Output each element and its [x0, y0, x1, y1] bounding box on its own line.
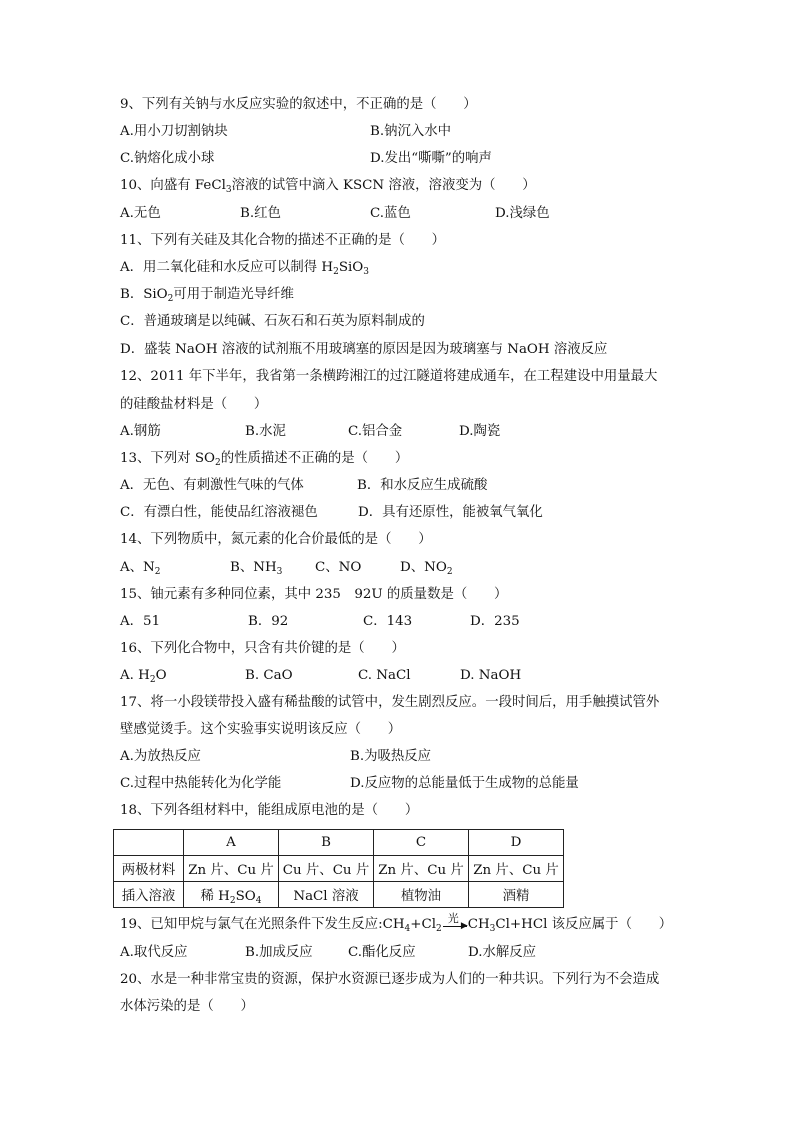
q19-stem: 19、已知甲烷与氯气在光照条件下发生反应$:CH_4+Cl_2$ 光 ▶ $CH_3Cl+HCl$ 该反应属于（ ） [120, 912, 673, 934]
q14-stem: 14、下列物质中，氮元素的化合价最低的是（ ） [120, 532, 432, 547]
q15-option-a: A．51 [120, 614, 161, 629]
table-header-cell: C [374, 830, 469, 856]
q13-stem: 13、下列对 $SO_2$的性质描述不正确的是（ ） [120, 451, 409, 468]
table-cell: Zn 片、Cu 片 [184, 856, 279, 882]
q9-option-a: A.用小刀切割钠块 [120, 124, 228, 139]
q14-option-d: D、$NO_2$ [400, 560, 453, 577]
table-header-cell [114, 830, 184, 856]
q19-option-c: C.酯化反应 [348, 945, 416, 960]
q14-option-b: B、$NH_3$ [230, 560, 283, 577]
table-row [114, 830, 564, 856]
q13-option-a: A．无色、有刺激性气味的气体 [120, 478, 304, 493]
q10-option-c: C.蓝色 [370, 206, 411, 221]
q16-option-d: D. NaOH [460, 668, 522, 683]
q16-option-c: C. NaCl [358, 668, 411, 683]
q10-option-d: D.浅绿色 [495, 206, 550, 221]
table-cell: 稀 $H_2SO_4$ [184, 882, 279, 908]
q20-stem-line1: 20、水是一种非常宝贵的资源，保护水资源已逐步成为人们的一种共识。下列行为不会造成 [120, 972, 660, 987]
q12-stem-line2: 的硅酸盐材料是（ ） [120, 397, 268, 412]
q16-stem: 16、下列化合物中，只含有共价键的是（ ） [120, 641, 405, 656]
q15-option-b: B．92 [248, 614, 289, 629]
q9-option-d: D.发出“嘶嘶”的响声 [370, 151, 492, 166]
q9-stem: 9、下列有关钠与水反应实验的叙述中，不正确的是（ ） [120, 97, 477, 112]
q13-option-d: D．具有还原性，能被氧气氧化 [358, 505, 543, 520]
q9-option-b: B.钠沉入水中 [370, 124, 452, 139]
q17-option-d: D.反应物的总能量低于生成物的总能量 [350, 776, 579, 791]
table-header-cell: A [184, 830, 279, 856]
q17-option-c: C.过程中热能转化为化学能 [120, 776, 282, 791]
q20-stem-line2: 水体污染的是（ ） [120, 999, 254, 1014]
q14-option-a: A、$N_2$ [120, 560, 161, 577]
q19-option-d: D.水解反应 [468, 945, 537, 960]
q12-option-d: D.陶瓷 [459, 424, 501, 439]
table-cell: 植物油 [374, 882, 469, 908]
table-header-cell: B [279, 830, 374, 856]
q12-option-b: B.水泥 [245, 424, 286, 439]
q11-option-b: B．SiO$_2$可用于制造光导纤维 [120, 287, 294, 304]
table-cell: Zn 片、Cu 片 [374, 856, 469, 882]
table-cell: 插入溶液 [114, 882, 184, 908]
q11-option-d: D．盛装 NaOH 溶液的试剂瓶不用玻璃塞的原因是因为玻璃塞与 NaOH 溶液反应 [120, 342, 608, 357]
q9-option-c: C.钠熔化成小球 [120, 151, 215, 166]
q15-option-c: C．143 [363, 614, 413, 629]
reaction-arrow-icon: 光 ▶ [442, 917, 468, 933]
q12-option-a: A.钢筋 [120, 424, 161, 439]
q12-stem-line1: 12、2011 年下半年，我省第一条横跨湘江的过江隧道将建成通车，在工程建设中用量最大 [120, 369, 658, 384]
q19-option-b: B.加成反应 [245, 945, 313, 960]
q14-option-c: C、NO [315, 560, 362, 575]
table-cell: NaCl 溶液 [279, 882, 374, 908]
q13-option-b: B．和水反应生成硫酸 [357, 478, 488, 493]
q19-option-a: A.取代反应 [120, 945, 188, 960]
q18-stem: 18、下列各组材料中，能组成原电池的是（ ） [120, 803, 419, 818]
q10-stem: 10、向盛有 FeCl$_3$溶液的试管中滴入 KSCN 溶液，溶液变为（ ） [120, 178, 536, 195]
q11-option-a: A．用二氧化硅和水反应可以制得 $H_2SiO_3$ [120, 260, 369, 277]
q18-table [113, 829, 564, 908]
q17-option-b: B.为吸热反应 [350, 749, 432, 764]
table-header-cell: D [469, 830, 564, 856]
q17-option-a: A.为放热反应 [120, 749, 201, 764]
table-cell: Cu 片、Cu 片 [279, 856, 374, 882]
q15-option-d: D．235 [470, 614, 520, 629]
table-cell: 酒精 [469, 882, 564, 908]
q15-stem: 15、铀元素有多种同位素，其中 235 92U 的质量数是（ ） [120, 587, 508, 602]
q12-option-c: C.铝合金 [348, 424, 403, 439]
table-row [114, 856, 564, 882]
q17-stem-line1: 17、将一小段镁带投入盛有稀盐酸的试管中，发生剧烈反应。一段时间后，用手触摸试管外 [120, 695, 660, 710]
q17-stem-line2: 壁感觉烫手。这个实验事实说明该反应（ ） [120, 722, 402, 737]
table-cell: 两极材料 [114, 856, 184, 882]
q13-option-c: C．有漂白性，能使品红溶液褪色 [120, 505, 318, 520]
q16-option-a: A. $H_2O$ [120, 668, 167, 685]
table-cell: Zn 片、Cu 片 [469, 856, 564, 882]
q10-option-a: A.无色 [120, 206, 161, 221]
table-row [114, 882, 564, 908]
q11-option-c: C．普通玻璃是以纯碱、石灰石和石英为原料制成的 [120, 314, 425, 329]
q16-option-b: B. CaO [245, 668, 293, 683]
q10-option-b: B.红色 [240, 206, 281, 221]
q11-stem: 11、下列有关硅及其化合物的描述不正确的是（ ） [120, 233, 446, 248]
